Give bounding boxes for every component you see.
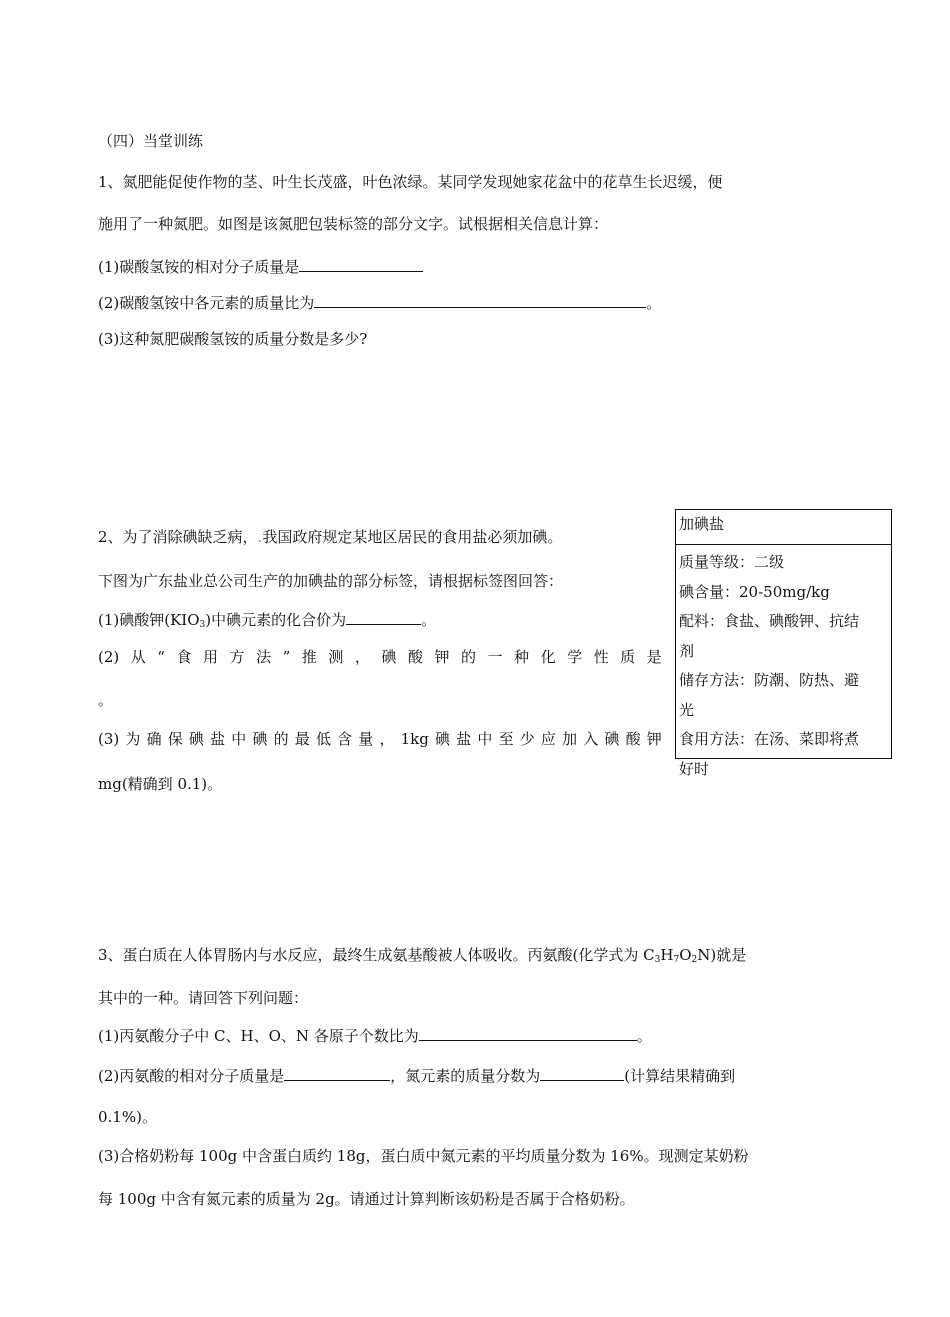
q3-part2-mass-blank[interactable] [284,1065,390,1081]
label-grade: 质量等级：二级 [679,553,785,571]
q2-part2: (2) 从 “ 食 用 方 法 ” 推 测 ， 碘 酸 钾 的 一 种 化 学 性 质 是 [98,648,662,666]
q2-part1-text-b: )中碘元素的化合价为 [205,611,347,629]
q1-part2-period: 。 [646,294,662,312]
q2-stem-line1 [98,527,562,547]
q3-part2 [98,1065,735,1086]
q3-part2-text-a: (2)丙氨酸的相对分子质量是 [98,1067,285,1085]
q2-part1-period: 。 [421,611,437,629]
q3-part2-text-b: ，氮元素的质量分数为 [390,1067,541,1085]
q3-part1-period: 。 [636,1027,652,1045]
q3-part2-text-c: (计算结果精确到 [624,1067,736,1085]
q3-stem-line1-a: 3、蛋白质在人体胃肠内与水反应，最终生成氨基酸被人体吸收。丙氨酸(化学式为 C [98,946,655,964]
iodized-salt-label [675,509,892,778]
q2-stem-line2: 下图为广东盐业总公司生产的加碘盐的部分标签，请根据标签图回答： [98,572,564,590]
q1-part2-text: (2)碳酸氢铵中各元素的质量比为 [98,294,315,312]
label-storage-line2: 光 [679,700,695,719]
q2-part2-end: 。 [98,691,114,709]
q3-formula-o: O [679,946,692,964]
q3-stem-line2: 其中的一种。请回答下列问题： [98,989,309,1007]
q3-part2-fraction-blank[interactable] [540,1065,624,1081]
q2-part1-text-a: (1)碘酸钾(KIO [98,611,200,629]
label-ingredients-line2: 剂 [679,641,695,660]
q2-part3: (3) 为 确 保 碘 盐 中 碘 的 最 低 含 量 ， 1kg 碘 盐 中 至 少 应 加 入 碘 酸 钾 [98,730,662,748]
q2-stem-line1-b: 我国政府规定某地区居民的食用盐必须加碘。 [262,528,563,546]
label-storage-line1: 储存方法：防潮、防热、避 [679,671,860,689]
label-usage-line2: 好时 [679,759,710,778]
q2-stem-line1-a: 2、为了消除碘缺乏病， [98,528,258,546]
q3-formula-h: H [660,946,674,964]
q3-part2-continued: 0.1%)。 [98,1108,157,1126]
q1-part2-answer-blank[interactable] [314,292,646,308]
q1-part1-text: (1)碳酸氢铵的相对分子质量是 [98,258,300,276]
label-ingredients-line1: 配料：食盐、碘酸钾、抗结 [679,612,860,630]
label-usage-line1: 食用方法：在汤、菜即将煮 [679,730,860,748]
q3-part1-text: (1)丙氨酸分子中 C、H、O、N 各原子个数比为 [98,1027,419,1045]
label-title: 加碘盐 [676,510,891,545]
q2-part1 [98,609,436,630]
q3-formula-sub-o: 2 [691,955,698,965]
q2-part3-end: mg(精确到 0.1)。 [98,775,223,793]
q3-formula-sub-c: 3 [654,955,661,965]
q1-part3: (3)这种氮肥碳酸氢铵的质量分数是多少? [98,330,368,348]
q3-stem-line1 [98,945,746,965]
q1-part2 [98,292,661,313]
q1-stem-line2: 施用了一种氮肥。如图是该氮肥包装标签的部分文字。试根据相关信息计算： [98,215,609,233]
q1-part1-answer-blank[interactable] [299,256,423,272]
q3-part1 [98,1025,652,1046]
q2-part1-answer-blank[interactable] [346,609,421,625]
q3-stem-line1-b: N)就是 [697,946,747,964]
q3-formula-sub-h: 7 [673,955,680,965]
q1-stem-line1: 1、氮肥能促使作物的茎、叶生长茂盛，叶色浓绿。某同学发现她家花盆中的花草生长迟缓，便 [98,173,723,191]
q2-stem-mark: . [257,528,263,546]
q1-part1 [98,256,423,277]
q3-part1-answer-blank[interactable] [419,1025,637,1041]
label-body [676,545,891,784]
q2-part1-subscript: 3 [199,620,206,630]
q3-part3-line1: (3)合格奶粉每 100g 中含蛋白质约 18g，蛋白质中氮元素的平均质量分数为 16%。现测定某奶粉 [98,1147,749,1165]
label-iodine-content: 碘含量：20-50mg/kg [679,582,830,601]
section-title: （四）当堂训练 [98,132,204,150]
q3-part3-line2: 每 100g 中含有氮元素的质量为 2g。请通过计算判断该奶粉是否属于合格奶粉。 [98,1190,635,1208]
